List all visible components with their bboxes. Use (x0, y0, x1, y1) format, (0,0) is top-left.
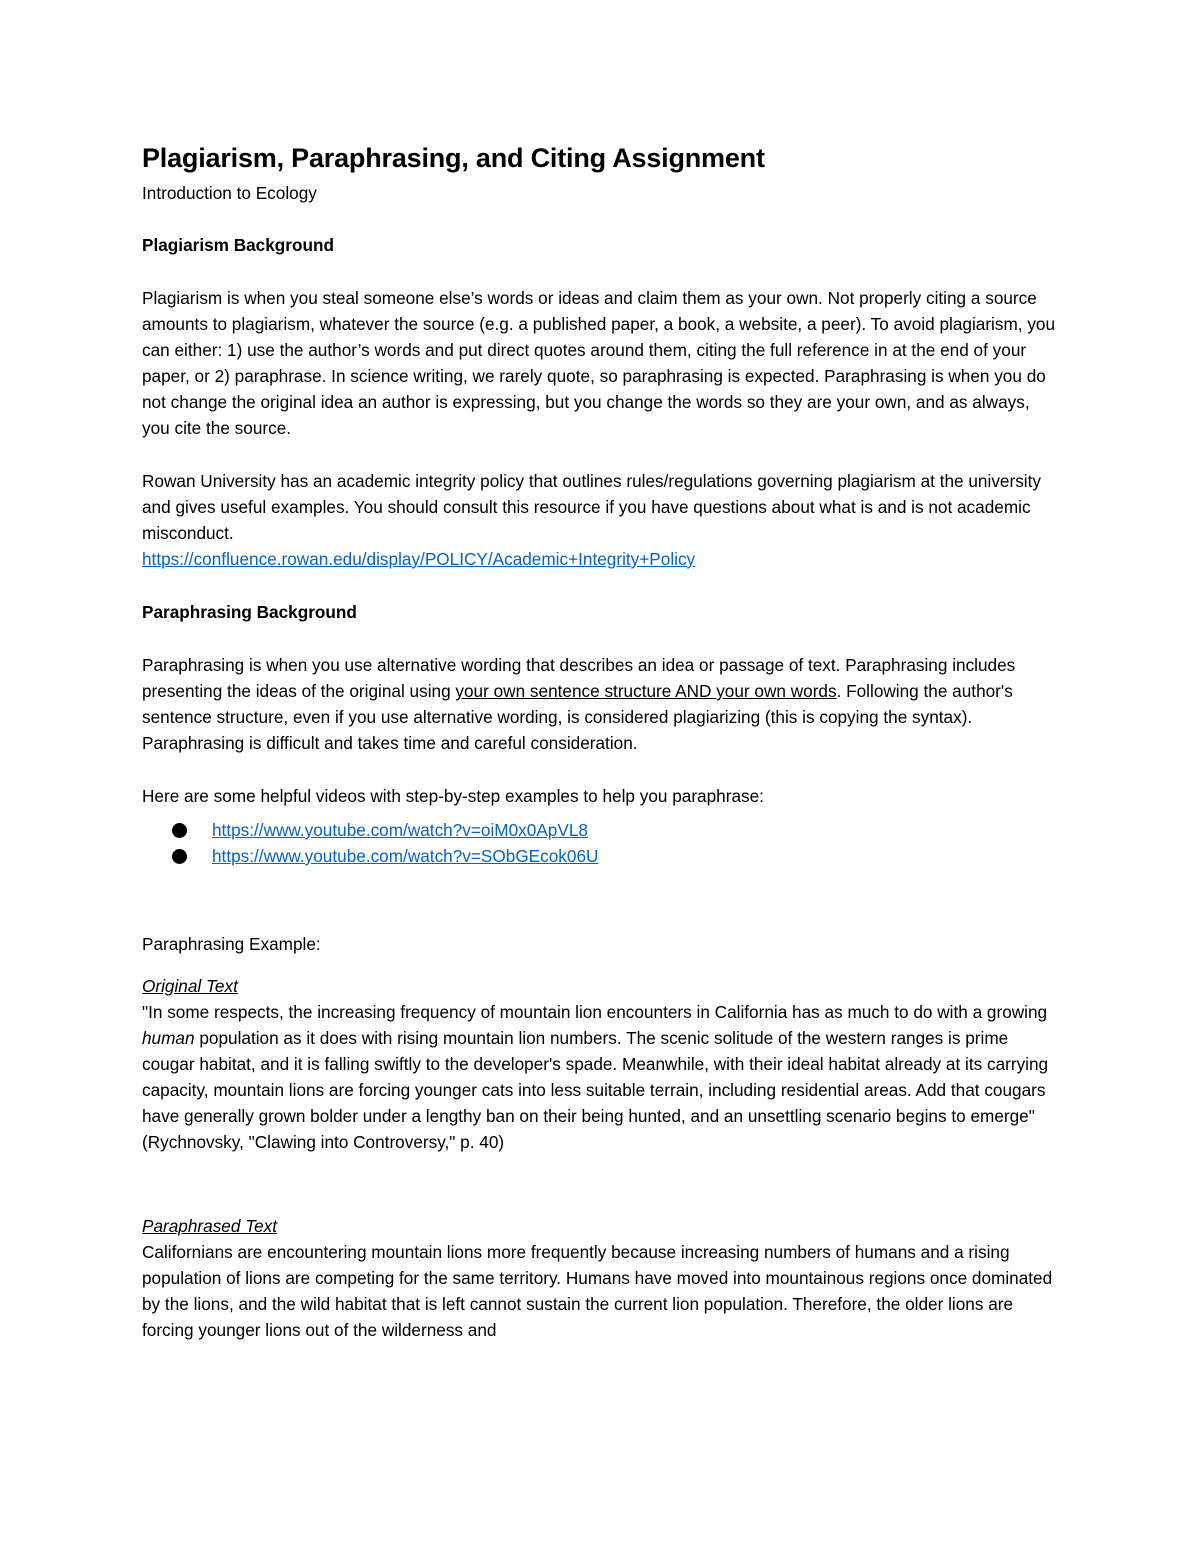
example-label: Paraphrasing Example: (142, 934, 321, 954)
videos-intro: Here are some helpful videos with step-by-step examples to help you paraphrase: (142, 786, 764, 806)
original-text-start: "In some respects, the increasing frequency of mountain lion encounters in California has as much to do with a growing (142, 1002, 1048, 1022)
document-title: Plagiarism, Paraphrasing, and Citing Assignment (142, 143, 765, 173)
bullet-icon (172, 849, 187, 864)
plagiarism-paragraph: Plagiarism is when you steal someone else’s words or ideas and claim them as your own. Not properly citing a source amounts to plagiarism, whatever the source (e.g. a published paper, a book, a website, a peer). To avoid plagiarism, you can either: 1) use the author’s words and put direct quotes around them, citing the full reference in at the end of your paper, or 2) paraphrase. In science writing, we rarely quote, so paraphrasing is expected. Paraphrasing is when you do not change the original idea an author is expressing, but you change the words so they are your own, and as always, you cite the source. (142, 288, 1056, 438)
integrity-policy-link[interactable]: https://confluence.rowan.edu/display/POLICY/Academic+Integrity+Policy (142, 549, 696, 569)
integrity-policy-paragraph (142, 468, 1062, 572)
paraphrased-text-body: Californians are encountering mountain lions more frequently because increasing numbers of humans and a rising population of lions are competing for the same territory. Humans have moved into mountainous regions once dominated by the lions, and the wild habitat that is left cannot sustain the current lion population. Therefore, the older lions are forcing younger lions out of the wilderness and (142, 1242, 1053, 1340)
video-link-1[interactable]: https://www.youtube.com/watch?v=oiM0x0ApVL8 (212, 820, 588, 840)
video-link-list (142, 817, 1062, 869)
plagiarism-heading: Plagiarism Background (142, 235, 334, 255)
original-text-italic: human (142, 1028, 195, 1048)
original-text-quote (142, 999, 1062, 1155)
list-item (172, 817, 1062, 843)
paraphrasing-underlined-phrase: your own sentence structure AND your own words (455, 681, 837, 701)
original-text-end: population as it does with rising mountain lion numbers. The scenic solitude of the western ranges is prime cougar habitat, and it is falling swiftly to the developer's spade. Meanwhile, with their ideal habitat already at its carrying capacity, mountain lions are forcing younger cats into less suitable terrain, including residential areas. Add that cougars have generally grown bolder under a lengthy ban on their being hunted, and an unsettling scenario begins to emerge" (Rychnovsky, "Clawing into Controversy," p. 40) (142, 1028, 1049, 1152)
list-item (172, 843, 1062, 869)
paraphrasing-text-start: Paraphrasing is when you use alternative wording that describes an idea or passage of text. Paraphrasing includes presenting the ideas of the original using (142, 655, 1016, 701)
bullet-icon (172, 823, 187, 838)
document-subtitle: Introduction to Ecology (142, 183, 317, 203)
document-body (142, 140, 1062, 1343)
integrity-policy-text: Rowan University has an academic integrity policy that outlines rules/regulations governing plagiarism at the university and gives useful examples. You should consult this resource if you have questions about what is and is not academic misconduct. (142, 471, 1041, 543)
paraphrasing-heading: Paraphrasing Background (142, 602, 357, 622)
paraphrased-text-heading: Paraphrased Text (142, 1216, 278, 1236)
paraphrasing-paragraph (142, 652, 1062, 756)
original-text-heading: Original Text (142, 976, 238, 996)
video-link-2[interactable]: https://www.youtube.com/watch?v=SObGEcok06U (212, 846, 599, 866)
paraphrasing-text-end: . Following the author's sentence structure, even if you use alternative wording, is considered plagiarizing (this is copying the syntax). Paraphrasing is difficult and takes time and careful consideration. (142, 681, 1013, 753)
